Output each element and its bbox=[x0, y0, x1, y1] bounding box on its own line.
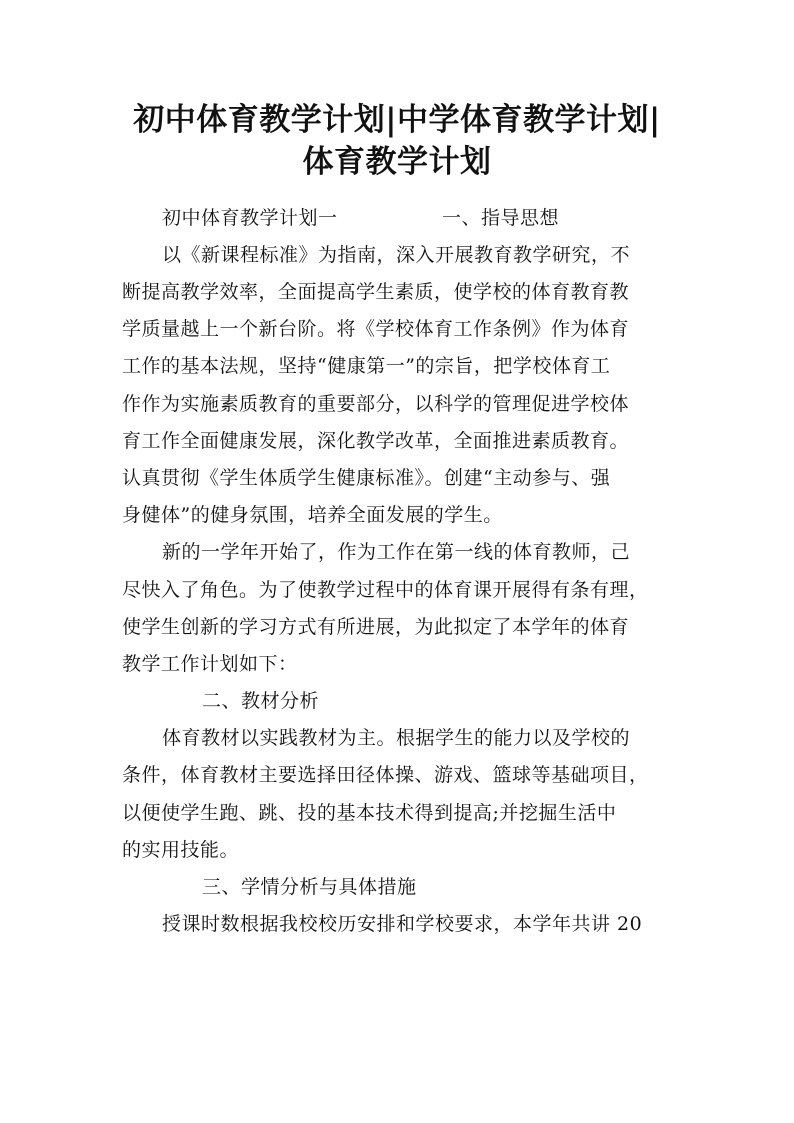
paragraph-3-line: 以便使学生跑、跳、投的基本技术得到提高;并挖掘生活中 bbox=[122, 802, 617, 824]
paragraph-1-line: 身健体”的健身氛围，培养全面发展的学生。 bbox=[122, 504, 503, 526]
intro-line bbox=[162, 203, 622, 233]
paragraph-1-line: 作作为实施素质教育的重要部分，以科学的管理促进学校体 bbox=[122, 393, 630, 415]
paragraph-1-line: 以《新课程标准》为指南，深入开展教育教学研究，不 bbox=[162, 244, 631, 266]
paragraph-3-line: 体育教材以实践教材为主。根据学生的能力以及学校的 bbox=[162, 727, 631, 749]
section-heading-1: 一、指导思想 bbox=[442, 207, 560, 229]
paragraph-2-line: 新的一学年开始了，作为工作在第一线的体育教师，己 bbox=[162, 541, 631, 563]
paragraph-1-line: 认真贯彻《学生体质学生健康标准》。创建“主动参与、强 bbox=[122, 467, 611, 489]
paragraph-3-line: 的实用技能。 bbox=[122, 839, 240, 861]
paragraph-2-line: 尽快入了角色。为了使教学过程中的体育课开展得有条有理， bbox=[122, 579, 649, 601]
section-heading-3: 三、学情分析与具体措施 bbox=[202, 876, 417, 898]
document-title-line-1: 初中体育教学计划|中学体育教学计划| bbox=[133, 102, 661, 138]
paragraph-3-line: 条件，体育教材主要选择田径体操、游戏、篮球等基础项目， bbox=[122, 764, 649, 786]
section-heading-2: 二、教材分析 bbox=[202, 690, 320, 712]
paragraph-1-line: 工作的基本法规，坚持“健康第一”的宗旨，把学校体育工 bbox=[122, 355, 611, 377]
paragraph-4-line: 授课时数根据我校校历安排和学校要求，本学年共讲 20 bbox=[162, 913, 643, 935]
paragraph-1-line: 学质量越上一个新台阶。将《学校体育工作条例》作为体育 bbox=[122, 318, 630, 340]
paragraph-1-line: 断提高教学效率，全面提高学生素质，使学校的体育教育教 bbox=[122, 281, 630, 303]
document-title-line-2: 体育教学计划 bbox=[302, 144, 492, 180]
paragraph-2-line: 教学工作计划如下： bbox=[122, 653, 298, 675]
paragraph-1-line: 育工作全面健康发展，深化教学改革，全面推进素质教育。 bbox=[122, 430, 630, 452]
paragraph-2-line: 使学生创新的学习方式有所进展，为此拟定了本学年的体育 bbox=[122, 616, 630, 638]
intro-label: 初中体育教学计划一 bbox=[162, 207, 338, 229]
